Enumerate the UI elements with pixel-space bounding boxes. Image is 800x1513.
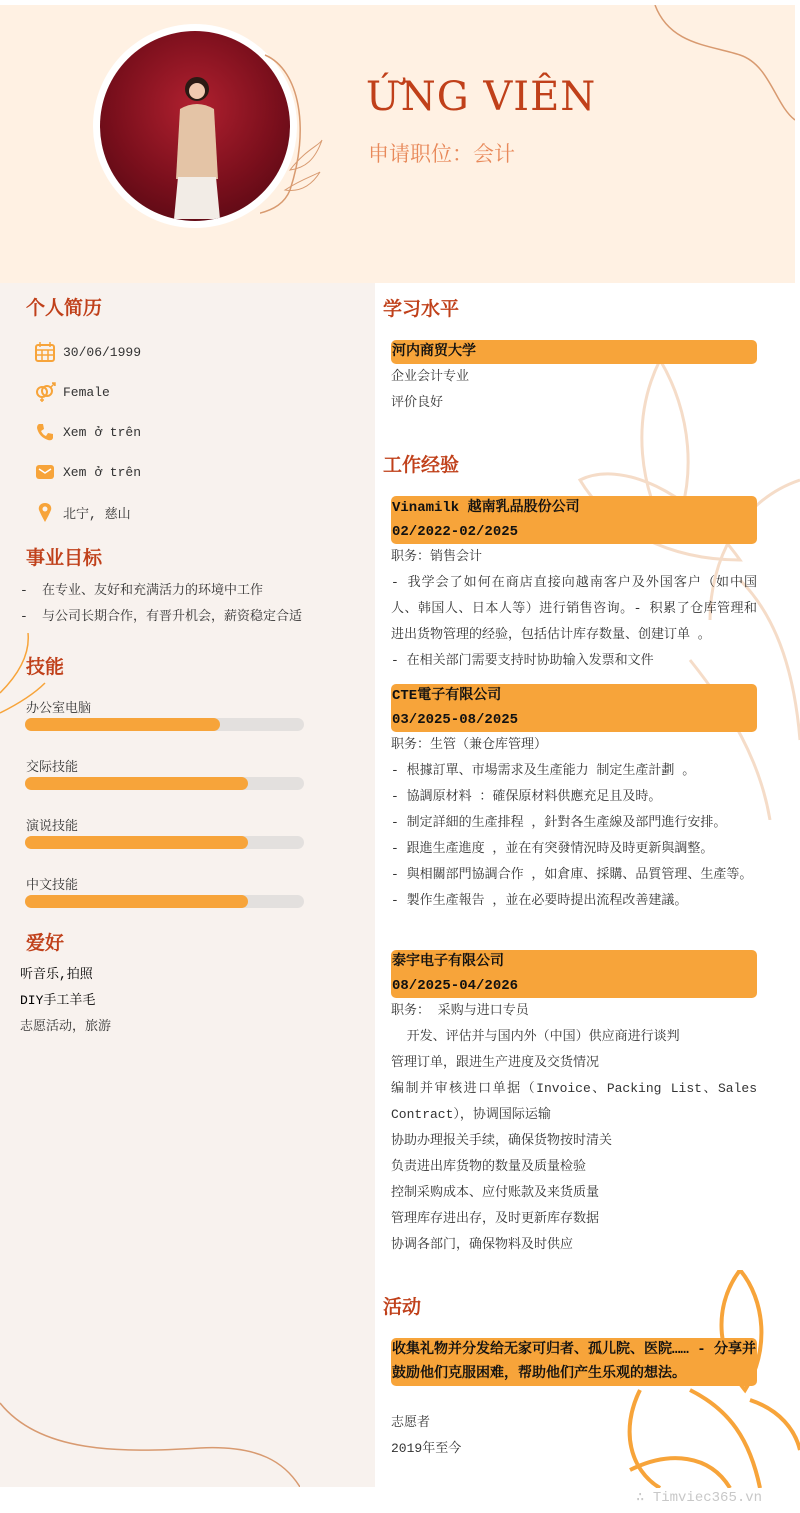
- skill-label: 办公室电脑: [26, 701, 92, 716]
- job-detail-line: 开发、评估并与国内外（中国）供应商进行谈判: [391, 1029, 680, 1044]
- job-detail-line: - 根據訂單、市場需求及生產能力 制定生產計劃 。: [391, 763, 696, 778]
- hobby-item: 志愿活动，旅游: [20, 1019, 112, 1034]
- job-detail-line: 协调各部门，确保物料及时供应: [391, 1237, 574, 1252]
- job-details: [391, 544, 757, 674]
- address-row: [34, 501, 131, 523]
- skill-label: 交际技能: [26, 760, 79, 775]
- job-period: 03/2025-08/2025: [392, 712, 519, 728]
- education-major: 企业会计专业: [391, 369, 470, 384]
- job-details: [391, 732, 757, 914]
- birthday-row: [34, 341, 141, 363]
- job-detail-line: 协助办理报关手续，确保货物按时清关: [391, 1133, 613, 1148]
- address: 北宁, 慈山: [63, 506, 131, 522]
- skill-bar-fill: [25, 718, 220, 731]
- skill-bar: [25, 718, 304, 731]
- activity-description: 收集礼物并分发给无家可归者、孤儿院、医院…… - 分享并鼓励他们克服困难，帮助他们产生乐观的想法。: [391, 1338, 757, 1386]
- skill-label: 演说技能: [26, 819, 79, 834]
- goal-item: [20, 579, 263, 598]
- education-grade: 评价良好: [391, 395, 444, 410]
- job-period: 08/2025-04/2026: [392, 978, 519, 994]
- job-header: [391, 684, 757, 732]
- hobbies-section-title: 爱好: [26, 933, 65, 955]
- goal-text: 在专业、友好和充满活力的环境中工作: [42, 583, 264, 598]
- skill-bar: [25, 895, 304, 908]
- phone-icon: [34, 421, 56, 443]
- gender-icon: [34, 381, 56, 403]
- job-detail-line: 负责进出库货物的数量及质量检验: [391, 1159, 587, 1174]
- birthday: 30/06/1999: [63, 344, 142, 360]
- skill-bar: [25, 836, 304, 849]
- phone: Xem ở trên: [63, 424, 142, 440]
- job-detail-line: - 在相关部门需要支持时协助输入发票和文件: [391, 653, 654, 668]
- job-detail-line: - 與相關部門協調合作 ，如倉庫、採購、品質管理、生產等。: [391, 867, 753, 882]
- goals-section-title: 事业目标: [26, 548, 103, 570]
- decorative-curve-icon: [0, 1393, 300, 1487]
- person-silhouette-icon: [172, 69, 222, 219]
- dash: -: [20, 609, 28, 624]
- email-row: [34, 461, 141, 483]
- phone-row: [34, 421, 141, 443]
- hobby-item: 听音乐,拍照: [20, 967, 93, 982]
- job-detail-line: 管理订单，跟进生产进度及交货情况: [391, 1055, 600, 1070]
- job-detail-line: - 我学会了如何在商店直接向越南客户及外国客户（如中国人、韩国人、日本人等）进行销售咨询。- 积累了仓库管理和进出货物管理的经验，包括估计库存数量、创建订单 。: [391, 575, 757, 642]
- job-detail-line: - 跟進生產進度 ，並在有突發情況時及時更新與調整。: [391, 841, 714, 856]
- job-detail-line: 控制采购成本、应付账款及来货质量: [391, 1185, 600, 1200]
- education-section-title: 学习水平: [383, 299, 460, 321]
- gender: Female: [63, 384, 110, 400]
- footer-brand: ∴ Timviec365.vn: [636, 1490, 763, 1506]
- gender-row: [34, 381, 110, 403]
- applied-position: 申请职位：会计: [368, 145, 515, 168]
- skill-bar: [25, 777, 304, 790]
- email-icon: [34, 461, 56, 483]
- calendar-icon: [34, 341, 56, 363]
- activity-role: 志愿者: [391, 1415, 431, 1430]
- job-period: 02/2022-02/2025: [392, 524, 519, 540]
- job-detail-line: 职务：生管（兼仓库管理）: [391, 737, 548, 752]
- candidate-name: ỨNG VIÊN: [366, 74, 597, 120]
- skill-bar-fill: [25, 777, 248, 790]
- job-details: [391, 998, 765, 1258]
- activity-period: 2019年至今: [391, 1441, 462, 1456]
- hobby-item: DIY手工羊毛: [20, 993, 96, 1008]
- job-detail-line: 管理库存进出存，及时更新库存数据: [391, 1211, 600, 1226]
- location-pin-icon: [34, 501, 56, 523]
- skill-bar-fill: [25, 836, 248, 849]
- company-name: CTE電子有限公司: [392, 688, 502, 704]
- company-name: 泰宇电子有限公司: [392, 954, 504, 970]
- school-name: 河内商贸大学: [391, 340, 757, 364]
- goal-text: 与公司长期合作，有晋升机会，薪资稳定合适: [42, 609, 303, 624]
- job-detail-line: 编制并审核进口单据（Invoice、Packing List、Sales Contract），协调国际运输: [391, 1081, 765, 1122]
- job-detail-line: - 製作生產報告 ，並在必要時提出流程改善建議。: [391, 893, 688, 908]
- job-header: [391, 496, 757, 544]
- skills-section-title: 技能: [26, 657, 65, 679]
- personal-section-title: 个人简历: [26, 298, 103, 320]
- email: Xem ở trên: [63, 464, 142, 480]
- skill-bar-fill: [25, 895, 248, 908]
- avatar-photo: [100, 31, 290, 221]
- job-header: [391, 950, 757, 998]
- job-detail-line: - 協調原材料 ：確保原材料供應充足且及時。: [391, 789, 662, 804]
- job-detail-line: 职务：销售会计: [391, 549, 483, 564]
- company-name: Vinamilk 越南乳品股份公司: [392, 500, 580, 516]
- experience-section-title: 工作经验: [383, 455, 460, 477]
- goal-item: [20, 605, 302, 624]
- dash: -: [20, 583, 28, 598]
- skill-label: 中文技能: [26, 878, 79, 893]
- job-detail-line: 职务： 采购与进口专员: [391, 1003, 529, 1018]
- decorative-curve-icon: [650, 5, 795, 125]
- job-detail-line: - 制定詳細的生產排程 ，針對各生產線及部門進行安排。: [391, 815, 727, 830]
- activities-section-title: 活动: [383, 1297, 422, 1319]
